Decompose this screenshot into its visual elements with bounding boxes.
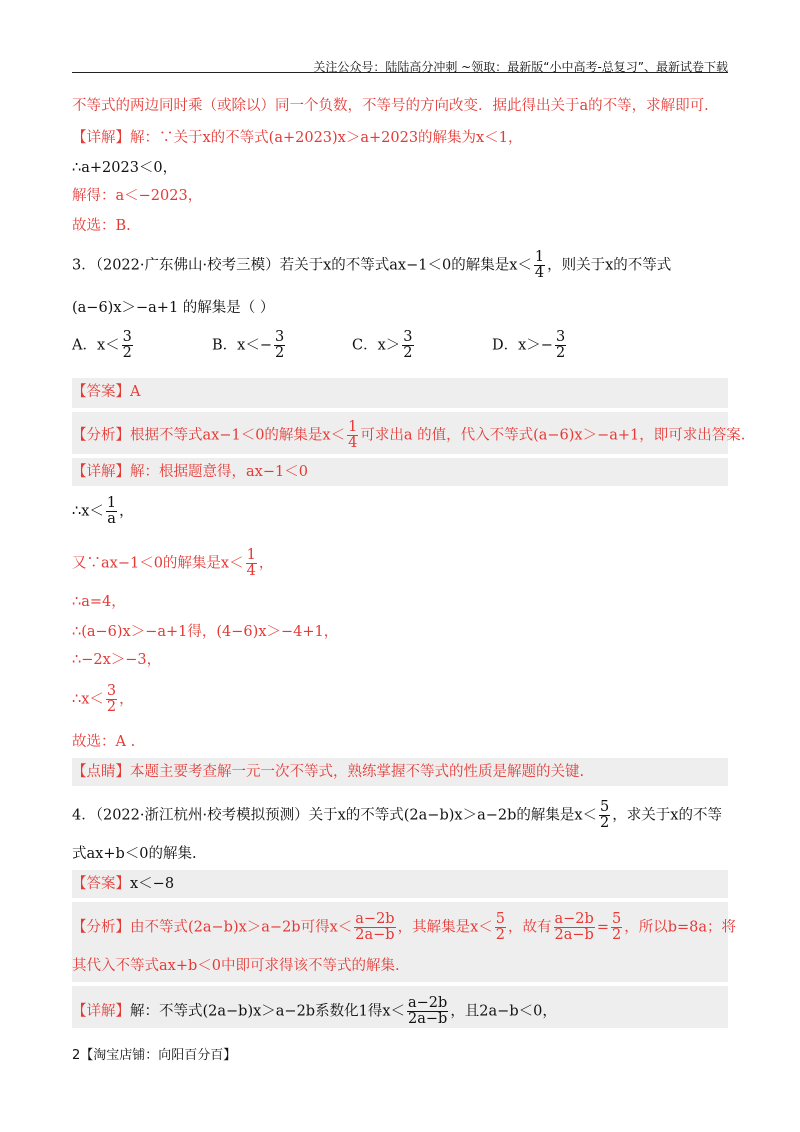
- frac-den: 2: [555, 345, 566, 361]
- q3-step1: [72, 496, 134, 527]
- q4-detail: [72, 996, 557, 1027]
- q3-option-b: [212, 330, 287, 361]
- detail-tag: 【详解】: [72, 1003, 130, 1020]
- detail-text: 解：根据题意得，ax−1＜0: [130, 464, 308, 480]
- q4-answer: [72, 874, 174, 894]
- q3-step4: ∴(a−6)x＞−a+1得，(4−6)x＞−4+1，: [72, 624, 339, 640]
- frac-den: 2a−b: [554, 927, 594, 943]
- detail-tag: 【详解】: [72, 464, 130, 480]
- frac-den: 4: [534, 265, 545, 281]
- step-text: ∴x＜: [72, 503, 104, 520]
- analysis-tag: 【分析】: [72, 427, 130, 444]
- prev-step1: ∴a+2023＜0，: [72, 160, 178, 176]
- page-header: 关注公众号：陆陆高分冲刺 ~领取：最新版“小中高考-总复习”、最新试卷下载: [313, 60, 728, 74]
- detail-text: 解：∵关于x的不等式(a+2023)x＞a+2023的解集为x＜1，: [130, 130, 523, 146]
- frac-den: 2: [274, 345, 285, 361]
- frac-den: 2: [600, 815, 610, 831]
- frac-den: 2a−b: [408, 1011, 448, 1027]
- option-fraction: [274, 330, 285, 361]
- frac-den: 2: [611, 927, 622, 943]
- frac-num: a−2b: [554, 911, 594, 927]
- q4-analysis-line2: 其代入不等式ax+b＜0中即可求得该不等式的解集.: [72, 958, 400, 974]
- step-text-end: ，: [258, 555, 274, 572]
- analysis-fraction: [611, 912, 622, 943]
- frac-den: 2: [122, 345, 132, 361]
- frac-num: 5: [611, 911, 622, 927]
- analysis-text: 根据不等式ax−1＜0的解集是x＜: [130, 427, 346, 444]
- frac-den: 4: [348, 435, 358, 451]
- q4-stem-fraction: [599, 800, 610, 831]
- frac-den: 2a−b: [355, 927, 395, 943]
- analysis-text-end: 可求出a 的值，代入不等式(a−6)x＞−a+1，即可求出答案.: [360, 427, 746, 444]
- analysis-text-end: ，所以b=8a；将: [624, 919, 737, 936]
- frac-num: 1: [246, 547, 256, 563]
- analysis-text: ，其解集是x＜: [397, 919, 493, 936]
- q3-stem-line2: (a−6)x＞−a+1 的解集是（ ）: [72, 300, 275, 316]
- frac-den: 2: [106, 699, 117, 715]
- detail-fraction: [407, 996, 448, 1027]
- page-number: 2: [72, 1048, 81, 1063]
- q3-step5: ∴−2x＞−3，: [72, 652, 162, 668]
- analysis-text: =: [596, 919, 609, 936]
- detail-text: 解：不等式(2a−b)x＞a−2b系数化1得x＜: [130, 1003, 405, 1020]
- q3-stem1-end: ，则关于x的不等式: [547, 257, 672, 274]
- q3-step3: ∴a=4，: [72, 594, 126, 610]
- header-divider: [72, 72, 728, 73]
- answer-value: A: [130, 384, 141, 400]
- step-text: ∴x＜: [72, 691, 104, 708]
- frac-num: 1: [348, 419, 358, 435]
- analysis-fraction: [347, 420, 358, 451]
- step-text: 又∵ax−1＜0的解集是x＜: [72, 555, 244, 572]
- analysis-text: ，故有: [508, 919, 552, 936]
- analysis-fraction: [554, 912, 595, 943]
- prev-note: 不等式的两边同时乘（或除以）同一个负数，不等号的方向改变．据此得出关于a的不等，求解即可.: [72, 98, 709, 114]
- step-fraction: [246, 548, 257, 579]
- prev-step2: 解得：a＜−2023，: [72, 188, 203, 204]
- q3-option-a: [72, 330, 135, 361]
- frac-num: 3: [555, 329, 566, 345]
- option-fraction: [555, 330, 566, 361]
- q3-option-c: [352, 330, 416, 361]
- frac-den: 4: [246, 563, 256, 579]
- q4-stem-line1: [72, 800, 722, 831]
- q3-comment: [72, 762, 584, 782]
- frac-num: a−2b: [355, 911, 395, 927]
- detail-tag: 【详解】: [72, 130, 130, 146]
- q4-stem1-end: ，求关于x的不等: [612, 807, 722, 824]
- option-label: A．x＜: [72, 337, 120, 354]
- q3-choose: 故选：A .: [72, 734, 136, 750]
- q4-stem1: 4．（2022·浙江杭州·校考模拟预测）关于x的不等式(2a−b)x＞a−2b的解集是x＜: [72, 807, 598, 824]
- q3-option-d: [492, 330, 568, 361]
- comment-tag: 【点睛】: [72, 764, 130, 780]
- q3-answer: [72, 382, 140, 402]
- frac-den: 2: [403, 345, 413, 361]
- q3-step6: [72, 684, 134, 715]
- answer-shade: [72, 378, 728, 408]
- frac-num: 3: [403, 329, 413, 345]
- step-text-end: ，: [119, 691, 134, 708]
- q4-analysis-line1: [72, 912, 736, 943]
- q3-detail: [72, 462, 308, 482]
- answer-tag: 【答案】: [72, 876, 130, 892]
- option-label: D．x＞−: [492, 337, 553, 354]
- step-text-end: ，: [119, 503, 134, 520]
- frac-num: 1: [534, 249, 545, 265]
- q3-step2: [72, 548, 273, 579]
- option-fraction: [122, 330, 133, 361]
- detail-text-end: ，且2a−b＜0，: [450, 1003, 557, 1020]
- option-label: C．x＞: [352, 337, 401, 354]
- frac-num: 3: [106, 683, 117, 699]
- option-label: B．x＜−: [212, 337, 272, 354]
- q3-stem1: 3．（2022·广东佛山·校考三模）若关于x的不等式ax−1＜0的解集是x＜: [72, 257, 532, 274]
- step-fraction: [106, 496, 117, 527]
- shop-label: 【淘宝店铺：向阳百分百】: [80, 1048, 237, 1063]
- analysis-text: 由不等式(2a−b)x＞a−2b可得x＜: [130, 919, 353, 936]
- frac-num: a−2b: [408, 995, 448, 1011]
- frac-den: 2: [495, 927, 506, 943]
- step-fraction: [106, 684, 117, 715]
- answer-value: x＜−8: [130, 876, 175, 892]
- analysis-fraction: [495, 912, 506, 943]
- frac-num: 1: [106, 495, 117, 511]
- frac-den: a: [107, 511, 116, 527]
- comment-text: 本题主要考查解一元一次不等式，熟练掌握不等式的性质是解题的关键.: [130, 764, 585, 780]
- page-footer: [72, 1044, 236, 1063]
- frac-num: 3: [122, 329, 132, 345]
- frac-num: 5: [495, 911, 506, 927]
- analysis-fraction: [354, 912, 395, 943]
- frac-num: 5: [600, 799, 610, 815]
- analysis-tag: 【分析】: [72, 919, 130, 936]
- frac-num: 3: [274, 329, 285, 345]
- option-fraction: [402, 330, 413, 361]
- q3-stem-fraction: [534, 250, 545, 281]
- q4-stem-line2: 式ax+b＜0的解集.: [72, 846, 197, 862]
- prev-detail: [72, 128, 522, 148]
- q3-analysis: [72, 420, 745, 451]
- answer-tag: 【答案】: [72, 384, 130, 400]
- prev-choose: 故选：B.: [72, 218, 131, 234]
- q3-stem-line1: [72, 250, 671, 281]
